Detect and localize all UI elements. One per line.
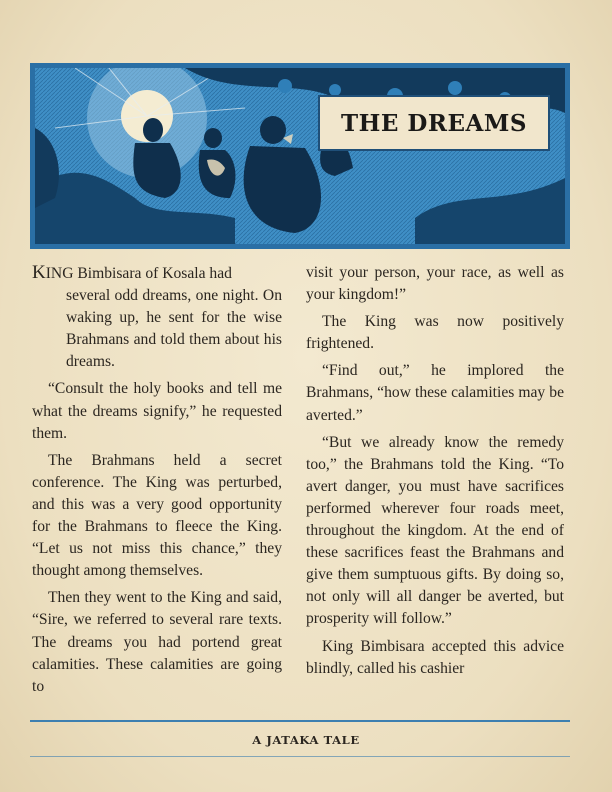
paragraph-7: “Find out,” he implored the Brahmans, “how these calamities may be averted.”: [306, 362, 564, 424]
footer-rule-bottom: [30, 756, 570, 757]
footer-label: A JATAKA TALE: [252, 733, 360, 747]
paragraph-6: The King was now positively frightened.: [306, 313, 564, 353]
paragraph-8: “But we already know the remedy too,” the Brahmans told the King. “To avert danger, you must have sacrifices performed wherever four roads meet, throughout the kingdom. At the end of these sacrifices feast the Brahmans and give them sumptuous gifts. By doing so, not only will all danger be averted, but prosperity will follow.”: [306, 433, 564, 628]
footer-rule-top: [30, 720, 570, 722]
story-title-box: [318, 95, 550, 151]
paragraph-1: [32, 262, 282, 373]
paragraph-9: King Bimbisara accepted this advice blindly, called his cashier: [306, 637, 564, 677]
paragraph-3: The Brahmans held a secret conference. The King was perturbed, and this was a very good opportunity for the Brahmans to fleece the King. “Let us not miss this chance,” they thought among themselves.: [32, 451, 282, 580]
left-column: [32, 262, 282, 703]
illustration-banner: [30, 63, 570, 249]
paragraph-5: visit your person, your race, as well as your kingdom!”: [306, 264, 564, 304]
paragraph-2: “Consult the holy books and tell me what the dreams signify,” he requested them.: [32, 380, 282, 442]
paragraph-1-rest: several odd dreams, one night. On waking up, he sent for the wise Brahmans and told them about his dreams.: [66, 287, 282, 371]
right-column: [306, 262, 564, 685]
story-title: THE DREAMS: [341, 109, 527, 137]
drop-cap: K: [32, 262, 46, 283]
paragraph-4: Then they went to the King and said, “Sire, we referred to several rare texts. The dreams you had portend great calamities. These calamities are going to: [32, 589, 282, 695]
paragraph-1-first-line: ING Bimbisara of Kosala had: [45, 265, 232, 282]
